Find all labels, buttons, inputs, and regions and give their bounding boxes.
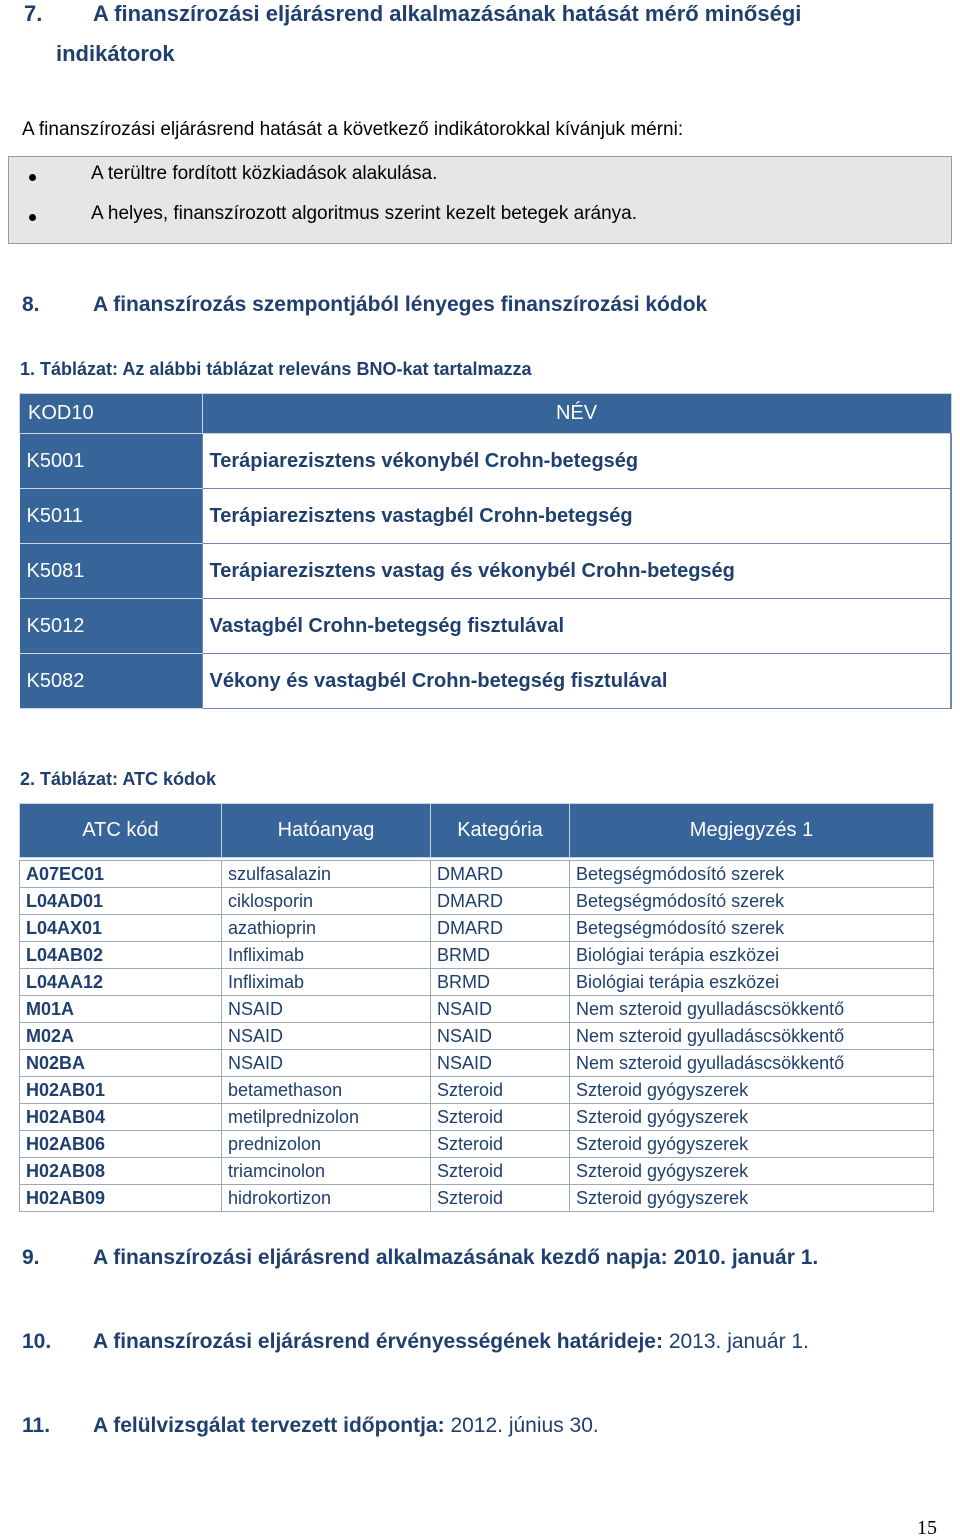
page-number: 15 (917, 1517, 937, 1539)
note: Biológiai terápia eszközei (570, 969, 934, 996)
note: Szteroid gyógyszerek (570, 1131, 934, 1158)
table-row (20, 942, 934, 969)
section-11-text (93, 1414, 599, 1438)
table-row (20, 654, 952, 709)
active-ingredient: betamethason (222, 1077, 431, 1104)
atc-code: L04AB02 (20, 942, 222, 969)
section-8-title: A finanszírozás szempontjából lényeges finanszírozási kódok (93, 293, 708, 316)
atc-code: H02AB09 (20, 1185, 222, 1212)
column-header-category: Kategória (431, 804, 570, 858)
bno-code: K5081 (20, 544, 203, 599)
table-row (20, 489, 952, 544)
category: DMARD (431, 861, 570, 888)
column-header-active-ingredient: Hatóanyag (222, 804, 431, 858)
table-row (20, 544, 952, 599)
table-row (20, 1131, 934, 1158)
bno-code: K5001 (20, 434, 203, 489)
atc-code: A07EC01 (20, 861, 222, 888)
section-10-value: 2013. január 1. (668, 1330, 809, 1353)
bno-table (19, 393, 952, 709)
atc-code: M02A (20, 1023, 222, 1050)
section-11-label: A felülvizsgálat tervezett időpontja: (93, 1414, 445, 1437)
atc-code: L04AA12 (20, 969, 222, 996)
bno-name: Terápiarezisztens vastag és vékonybél Crohn-betegség (202, 544, 951, 599)
active-ingredient: metilprednizolon (222, 1104, 431, 1131)
table-row (20, 969, 934, 996)
note: Szteroid gyógyszerek (570, 1185, 934, 1212)
section-9-number: 9. (22, 1246, 40, 1269)
table-row (20, 1023, 934, 1050)
atc-code: L04AD01 (20, 888, 222, 915)
category: Szteroid (431, 1077, 570, 1104)
note: Betegségmódosító szerek (570, 888, 934, 915)
bno-name: Terápiarezisztens vékonybél Crohn-betegség (202, 434, 951, 489)
table-row (20, 861, 934, 888)
active-ingredient: Infliximab (222, 942, 431, 969)
section-10-number: 10. (22, 1330, 52, 1353)
table-row (20, 1077, 934, 1104)
atc-table-body (20, 861, 934, 1212)
category: Szteroid (431, 1185, 570, 1212)
atc-code: H02AB06 (20, 1131, 222, 1158)
category: Szteroid (431, 1131, 570, 1158)
note: Szteroid gyógyszerek (570, 1077, 934, 1104)
column-header-kod10: KOD10 (20, 394, 203, 434)
atc-code: M01A (20, 996, 222, 1023)
active-ingredient: NSAID (222, 996, 431, 1023)
note: Nem szteroid gyulladáscsökkentő (570, 1050, 934, 1077)
atc-code: H02AB01 (20, 1077, 222, 1104)
category: Szteroid (431, 1104, 570, 1131)
table-header-row (20, 804, 934, 858)
bullet-icon (29, 214, 36, 221)
category: DMARD (431, 888, 570, 915)
note: Nem szteroid gyulladáscsökkentő (570, 1023, 934, 1050)
atc-code: N02BA (20, 1050, 222, 1077)
category: BRMD (431, 969, 570, 996)
section-8-number: 8. (22, 293, 40, 316)
active-ingredient: ciklosporin (222, 888, 431, 915)
section-9-text: A finanszírozási eljárásrend alkalmazásának kezdő napja: 2010. január 1. (93, 1246, 819, 1269)
note: Betegségmódosító szerek (570, 915, 934, 942)
table-row (20, 434, 952, 489)
indicator-item: A helyes, finanszírozott algoritmus szerint kezelt betegek aránya. (91, 203, 637, 224)
table-row (20, 1158, 934, 1185)
note: Betegségmódosító szerek (570, 861, 934, 888)
indicators-intro: A finanszírozási eljárásrend hatását a következő indikátorokkal kívánjuk mérni: (22, 119, 684, 140)
bno-name: Vékony és vastagbél Crohn-betegség fisztulával (202, 654, 951, 709)
active-ingredient: azathioprin (222, 915, 431, 942)
table-row (20, 1050, 934, 1077)
active-ingredient: prednizolon (222, 1131, 431, 1158)
column-header-note: Megjegyzés 1 (570, 804, 934, 858)
bno-name: Terápiarezisztens vastagbél Crohn-betegség (202, 489, 951, 544)
table2-caption: 2. Táblázat: ATC kódok (20, 769, 217, 789)
category: DMARD (431, 915, 570, 942)
section-11-value: 2012. június 30. (450, 1414, 599, 1437)
atc-code: H02AB08 (20, 1158, 222, 1185)
table-header-row (20, 394, 952, 434)
section-7-number: 7. (24, 1, 43, 26)
active-ingredient: NSAID (222, 1023, 431, 1050)
category: BRMD (431, 942, 570, 969)
bullet-icon (29, 174, 36, 181)
note: Biológiai terápia eszközei (570, 942, 934, 969)
category: Szteroid (431, 1158, 570, 1185)
table-row (20, 1185, 934, 1212)
column-header-atc-code: ATC kód (20, 804, 222, 858)
category: NSAID (431, 1050, 570, 1077)
active-ingredient: Infliximab (222, 969, 431, 996)
note: Szteroid gyógyszerek (570, 1104, 934, 1131)
section-10-label: A finanszírozási eljárásrend érvényességének határideje: (93, 1330, 663, 1353)
section-7-title-line2: indikátorok (56, 41, 175, 66)
table-row (20, 1104, 934, 1131)
section-7-title-line1: A finanszírozási eljárásrend alkalmazásának hatását mérő minőségi (93, 1, 802, 26)
bno-name: Vastagbél Crohn-betegség fisztulával (202, 599, 951, 654)
table-row (20, 996, 934, 1023)
bno-code: K5011 (20, 489, 203, 544)
category: NSAID (431, 1023, 570, 1050)
indicator-item: A terültre fordított közkiadások alakulása. (91, 163, 438, 184)
table-row (20, 888, 934, 915)
indicators-list (8, 156, 952, 244)
active-ingredient: szulfasalazin (222, 861, 431, 888)
bno-code: K5082 (20, 654, 203, 709)
table-row (20, 915, 934, 942)
category: NSAID (431, 996, 570, 1023)
atc-code: L04AX01 (20, 915, 222, 942)
column-header-nev: NÉV (202, 394, 951, 434)
atc-table (19, 803, 934, 1212)
active-ingredient: triamcinolon (222, 1158, 431, 1185)
note: Szteroid gyógyszerek (570, 1158, 934, 1185)
section-11-number: 11. (22, 1414, 51, 1437)
note: Nem szteroid gyulladáscsökkentő (570, 996, 934, 1023)
bno-code: K5012 (20, 599, 203, 654)
section-10-text (93, 1330, 809, 1354)
table1-caption: 1. Táblázat: Az alábbi táblázat releváns BNO-kat tartalmazza (20, 359, 532, 379)
atc-code: H02AB04 (20, 1104, 222, 1131)
active-ingredient: hidrokortizon (222, 1185, 431, 1212)
active-ingredient: NSAID (222, 1050, 431, 1077)
table-row (20, 599, 952, 654)
